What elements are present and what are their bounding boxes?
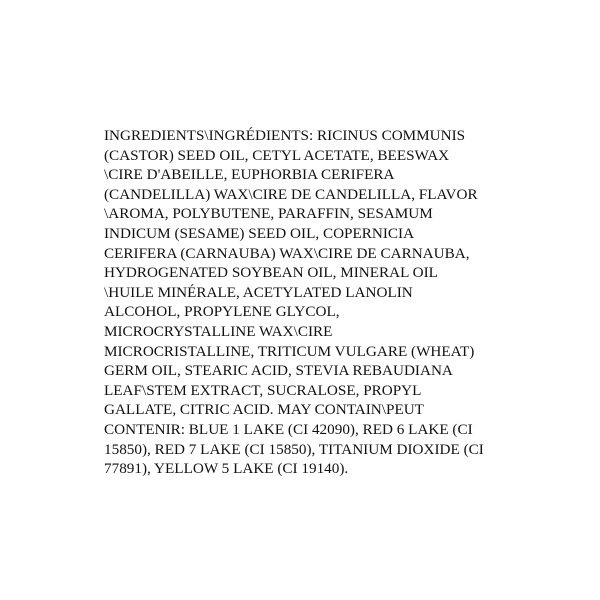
ingredients-line: INGREDIENTS\INGRÉDIENTS: RICINUS COMMUNIS xyxy=(104,127,466,144)
ingredients-line: HYDROGENATED SOYBEAN OIL, MINERAL OIL xyxy=(104,264,438,282)
ingredients-line: CONTENIR: BLUE 1 LAKE (CI 42090), RED 6 LAKE (CI xyxy=(104,420,473,438)
ingredients-line: INDICUM (SESAME) SEED OIL, COPERNICIA xyxy=(104,224,415,242)
ingredients-line: CERIFERA (CARNAUBA) WAX\CIRE DE CARNAUBA, xyxy=(104,244,470,262)
ingredients-line: MICROCRISTALLINE, TRITICUM VULGARE (WHEAT) xyxy=(104,342,475,360)
ingredients-text-block xyxy=(104,126,584,479)
ingredients-line: (CASTOR) SEED OIL, CETYL ACETATE, BEESWAX xyxy=(104,146,450,164)
ingredients-line: ALCOHOL, PROPYLENE GLYCOL, xyxy=(104,303,340,321)
ingredients-line: \AROMA, POLYBUTENE, PARAFFIN, SESAMUM xyxy=(104,205,433,223)
ingredients-line: (CANDELILLA) WAX\CIRE DE CANDELILLA, FLAVOR xyxy=(104,185,478,203)
ingredients-line: 77891), YELLOW 5 LAKE (CI 19140). xyxy=(104,460,349,478)
ingredients-line: GALLATE, CITRIC ACID. MAY CONTAIN\PEUT xyxy=(104,401,424,419)
ingredients-line: GERM OIL, STEARIC ACID, STEVIA REBAUDIANA xyxy=(104,362,453,380)
ingredients-line: MICROCRYSTALLINE WAX\CIRE xyxy=(104,322,333,340)
ingredients-line: \HUILE MINÉRALE, ACETYLATED LANOLIN xyxy=(104,283,413,301)
ingredients-line: LEAF\STEM EXTRACT, SUCRALOSE, PROPYL xyxy=(104,381,422,399)
ingredients-line: 15850), RED 7 LAKE (CI 15850), TITANIUM DIOXIDE (CI xyxy=(104,440,484,458)
ingredients-line: \CIRE D'ABEILLE, EUPHORBIA CERIFERA xyxy=(104,166,395,184)
